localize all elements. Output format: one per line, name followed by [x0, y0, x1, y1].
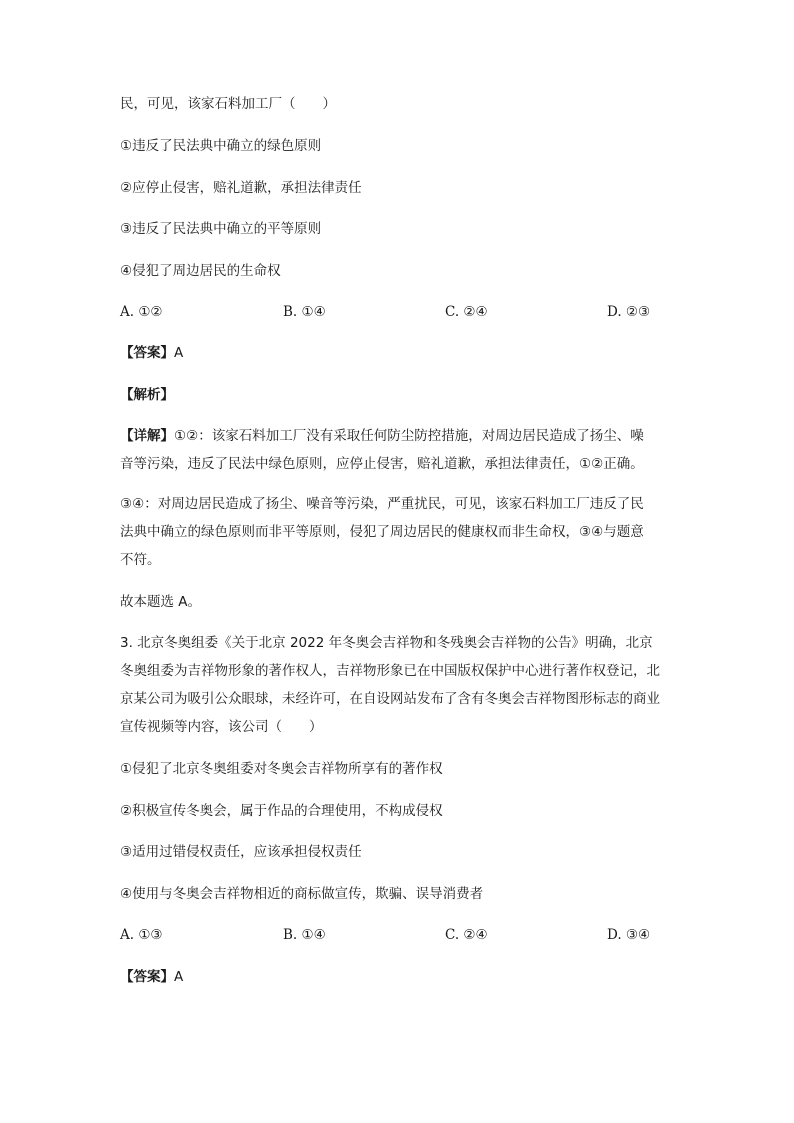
q2-analysis-tag: 【解析】	[120, 387, 174, 403]
detail-text: ①②：该家石料加工厂没有采取任何防尘防控措施，对周边居民造成了扬尘、噪	[174, 428, 644, 444]
q2-option-a: A. ①②	[120, 304, 163, 320]
detail-tag: 【详解】	[120, 428, 174, 444]
q2-detail-p2-line3: 不符。	[120, 552, 161, 568]
q2-detail-p2-line2: 法典中确立的绿色原则而非平等原则，侵犯了周边居民的健康权而非生命权，③④与题意	[120, 524, 644, 540]
answer-value: A	[174, 969, 184, 985]
q2-answer	[120, 343, 183, 363]
q3-option-b: B. ①④	[283, 927, 326, 943]
q3-option-c: C. ②④	[445, 927, 488, 943]
q3-stem-line1: 3. 北京冬奥组委《关于北京 2022 年冬奥会吉祥物和冬残奥会吉祥物的公告》明确，北京	[120, 635, 653, 651]
q2-option-b: B. ①④	[283, 304, 326, 320]
q3-stem-line2: 冬奥组委为吉祥物形象的著作权人，吉祥物形象已在中国版权保护中心进行著作权登记，北	[120, 663, 660, 679]
q2-option-d: D. ②③	[607, 304, 651, 320]
q2-detail-p2-line1: ③④：对周边居民造成了扬尘、噪音等污染，严重扰民，可见，该家石料加工厂违反了民	[120, 496, 644, 512]
q2-detail-p1-line1	[120, 426, 644, 446]
q2-statement-2: ②应停止侵害，赔礼道歉，承担法律责任	[120, 180, 362, 196]
q2-statement-3: ③违反了民法典中确立的平等原则	[120, 221, 322, 237]
q2-stem-tail: 民，可见，该家石料加工厂（ ）	[120, 96, 336, 112]
q3-statement-3: ③适用过错侵权责任，应该承担侵权责任	[120, 844, 362, 860]
q2-conclusion: 故本题选 A。	[120, 594, 202, 610]
q3-option-a: A. ①③	[120, 927, 163, 943]
answer-value: A	[174, 345, 184, 361]
q3-statement-4: ④使用与冬奥会吉祥物相近的商标做宣传，欺骗、误导消费者	[120, 886, 484, 902]
q3-statement-2: ②积极宣传冬奥会，属于作品的合理使用，不构成侵权	[120, 803, 443, 819]
answer-tag: 【答案】	[120, 969, 174, 985]
q2-statement-1: ①违反了民法典中确立的绿色原则	[120, 138, 322, 154]
q3-stem-line4: 宣传视频等内容，该公司（ ）	[120, 719, 323, 735]
q3-answer	[120, 967, 183, 987]
q2-option-c: C. ②④	[445, 304, 488, 320]
answer-tag: 【答案】	[120, 345, 174, 361]
q3-stem-line3: 京某公司为吸引公众眼球，未经许可，在自设网站发布了含有冬奥会吉祥物图形标志的商业	[120, 691, 660, 707]
q3-option-d: D. ③④	[607, 927, 651, 943]
q3-statement-1: ①侵犯了北京冬奥组委对冬奥会吉祥物所享有的著作权	[120, 761, 443, 777]
q2-statement-4: ④侵犯了周边居民的生命权	[120, 263, 281, 279]
q2-detail-p1-line2: 音等污染，违反了民法中绿色原则，应停止侵害，赔礼道歉，承担法律责任，①②正确。	[120, 456, 644, 472]
